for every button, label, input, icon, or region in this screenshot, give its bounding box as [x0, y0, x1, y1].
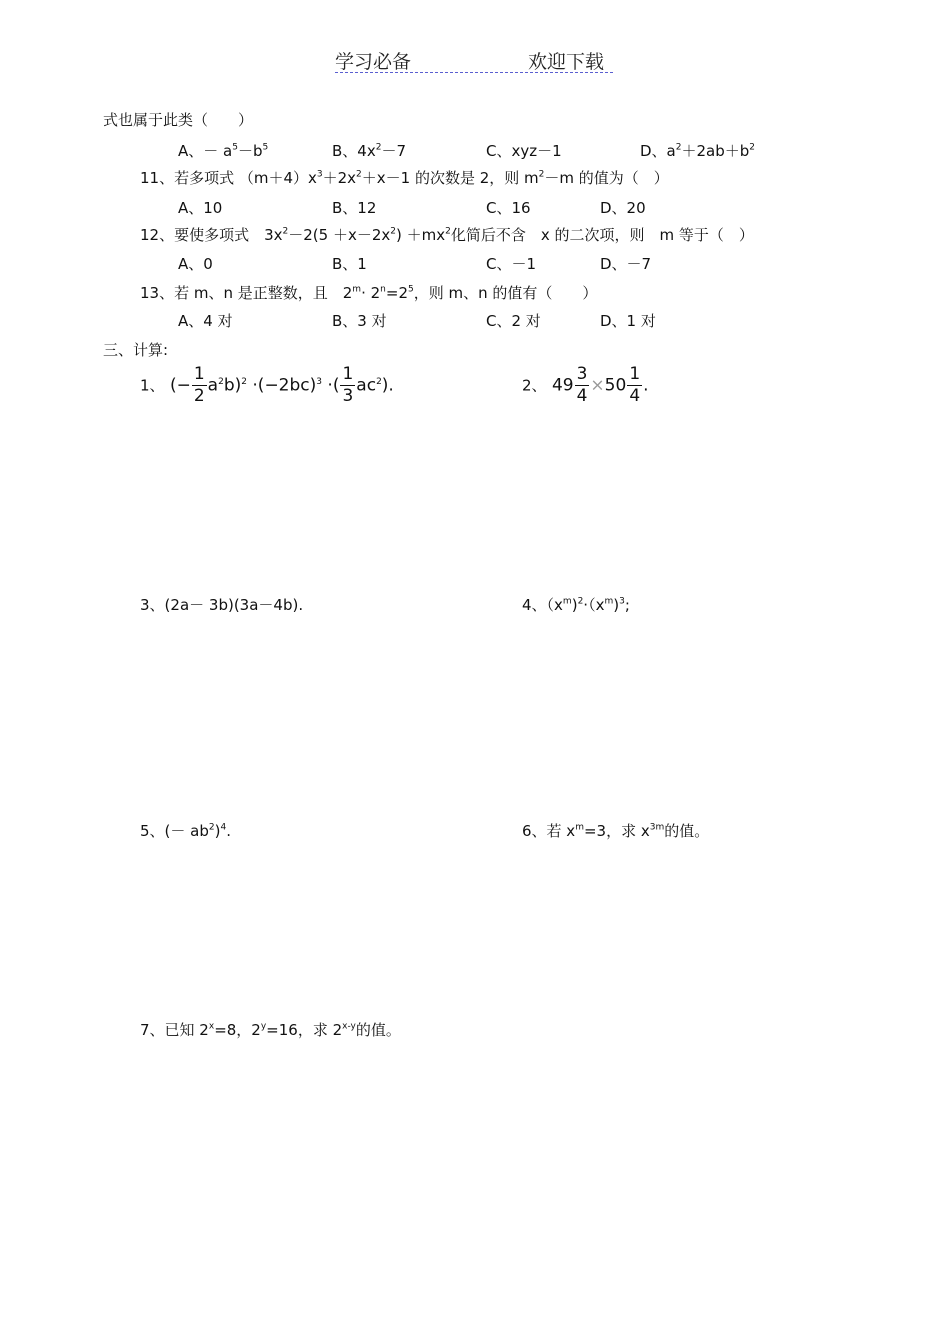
q13-option-a: A、4 对	[178, 312, 233, 330]
q11-stem: 11、若多项式 $(m+4)x^3+2x^2+x-1$ 的次数是 2，则 $m^2-m$ 的值为（ ）	[140, 169, 669, 187]
q12-option-d: D、－7	[600, 255, 652, 273]
q12-option-a: A、0	[178, 255, 213, 273]
q10-tail: 式也属于此类（ ）	[103, 111, 254, 129]
q10-option-b: B、$4x^2-7$	[332, 142, 406, 160]
calc-2: 2、 49 $\frac{3}{4}$ ×50 $\frac{1}{4}$ .	[522, 364, 649, 406]
q13-stem: 13、若 m、n 是正整数，且 $2^m\cdot 2^n=2^5$，则 m、n 的值有（ ）	[140, 284, 598, 302]
header-right: 欢迎下载	[528, 51, 605, 73]
q11-option-d: D、20	[600, 199, 646, 217]
fraction-one-third: $\frac{1}{3}$	[342, 364, 354, 406]
q13-option-b: B、3 对	[332, 312, 387, 330]
calc-7: 7、已知 $2^x=8$，$2^y=16$，求 2$^{x-y}$的值。	[140, 1021, 401, 1039]
q11-option-b: B、12	[332, 199, 377, 217]
calc-4: 4、$(x^m)^2\cdot(x^m)^3$;	[522, 596, 630, 614]
q10-option-d: D、$a^2+2ab+b^2$	[640, 142, 755, 160]
section-title: 三、计算:	[103, 341, 169, 359]
fraction-three-quarters: $\frac{3}{4}$	[576, 364, 588, 406]
calc-1: 1、 (− $\frac{1}{2}$ $a^2b)^2 \cdot(-2bc)^3$ ·( $\frac{1}{3}$ $ac^2$).	[140, 364, 394, 406]
fraction-one-half: $\frac{1}{2}$	[193, 364, 205, 406]
q10-option-c: C、xyz－1	[486, 142, 562, 160]
q13-option-c: C、2 对	[486, 312, 541, 330]
header-left: 学习必备	[335, 51, 412, 73]
q12-option-b: B、1	[332, 255, 367, 273]
q12-stem: 12、要使多项式 $3x^2-2(5 +x-2x^2) +mx^2$化简后不含 x 的二次项，则 m 等于（ ）	[140, 226, 754, 244]
q11-option-c: C、16	[486, 199, 531, 217]
q13-option-d: D、1 对	[600, 312, 656, 330]
times-sign: ×	[590, 375, 605, 396]
header-underline	[335, 72, 613, 73]
q10-option-a: A、－ $a^5-b^5$	[178, 142, 269, 160]
q12-option-c: C、－1	[486, 255, 537, 273]
calc-3: 3、(2a－ 3b)(3a－4b).	[140, 596, 304, 614]
q11-option-a: A、10	[178, 199, 223, 217]
calc-6: 6、若 $x^m=3$，求 $x^{3m}$的值。	[522, 822, 710, 840]
calc-5: 5、(－ $ab^2)^4$.	[140, 822, 231, 840]
fraction-one-quarter: $\frac{1}{4}$	[629, 364, 641, 406]
